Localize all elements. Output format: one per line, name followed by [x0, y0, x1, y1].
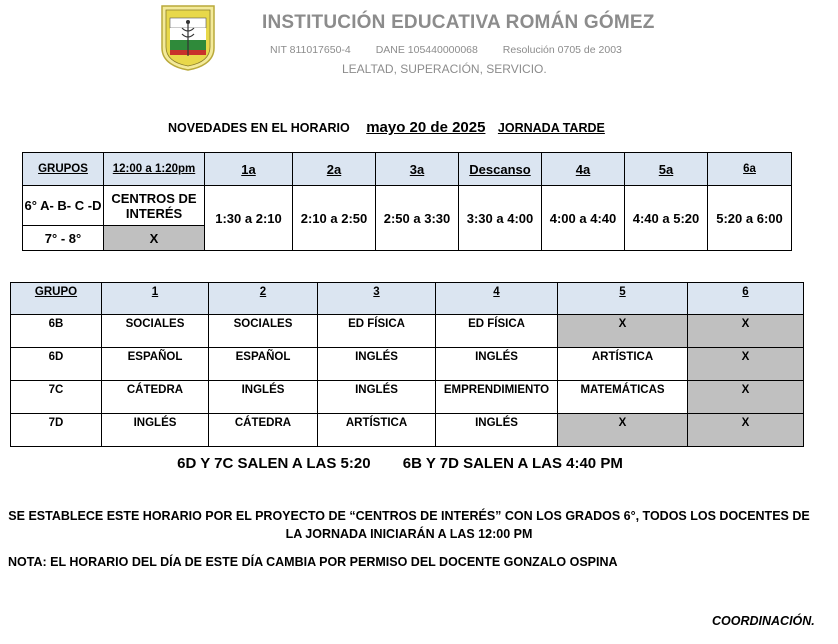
header-first-block: 12:00 a 1:20pm	[104, 153, 205, 186]
subject-cell: ESPAÑOL	[102, 348, 209, 381]
group-name: 7D	[11, 414, 102, 447]
first-block-cell: X	[104, 226, 205, 251]
header-group: GRUPO	[11, 283, 102, 315]
header-period-3: 3a	[376, 153, 459, 186]
time-cell: 3:30 a 4:00	[459, 186, 542, 251]
table-row	[11, 315, 804, 348]
subject-cell: X	[688, 414, 804, 447]
subject-cell: X	[688, 348, 804, 381]
shield-icon	[160, 4, 216, 72]
institution-name: INSTITUCIÓN EDUCATIVA ROMÁN GÓMEZ	[262, 12, 655, 33]
title-label: NOVEDADES EN EL HORARIO	[168, 121, 350, 135]
header-period-2: 2a	[293, 153, 376, 186]
subject-cell: INGLÉS	[436, 348, 558, 381]
groups-table	[10, 282, 804, 447]
subject-cell: MATEMÁTICAS	[558, 381, 688, 414]
school-shield-logo	[160, 4, 216, 72]
institution-motto: LEALTAD, SUPERACIÓN, SERVICIO.	[342, 62, 547, 76]
time-cell: 4:00 a 4:40	[542, 186, 625, 251]
subject-cell: ARTÍSTICA	[318, 414, 436, 447]
exit-times	[0, 455, 800, 472]
time-cell: 1:30 a 2:10	[205, 186, 293, 251]
subject-cell: CÁTEDRA	[102, 381, 209, 414]
subject-cell: X	[558, 315, 688, 348]
subject-cell: SOCIALES	[209, 315, 318, 348]
subject-cell: X	[558, 414, 688, 447]
header-hour-4: 4	[436, 283, 558, 315]
groups-header-row	[11, 283, 804, 315]
table-row	[11, 414, 804, 447]
group-cell: 6° A- B- C -D	[23, 186, 104, 226]
header-hour-3: 3	[318, 283, 436, 315]
subject-cell: INGLÉS	[209, 381, 318, 414]
schedule-header-row	[23, 153, 792, 186]
schedule-row-6	[23, 186, 792, 226]
header-hour-2: 2	[209, 283, 318, 315]
header-hour-1: 1	[102, 283, 209, 315]
subject-cell: X	[688, 315, 804, 348]
time-cell: 4:40 a 5:20	[625, 186, 708, 251]
header-period-6: 6a	[708, 153, 792, 186]
schedule-table	[22, 152, 792, 251]
signature: COORDINACIÓN.	[712, 614, 815, 628]
schedule-change-note: NOTA: EL HORARIO DEL DÍA DE ESTE DÍA CAMBIA POR PERMISO DEL DOCENTE GONZALO OSPINA	[8, 555, 618, 569]
subject-cell: X	[688, 381, 804, 414]
table-row	[11, 381, 804, 414]
time-cell: 5:20 a 6:00	[708, 186, 792, 251]
title-shift: JORNADA TARDE	[497, 121, 605, 135]
subject-cell: INGLÉS	[102, 414, 209, 447]
time-cell: 2:10 a 2:50	[293, 186, 376, 251]
group-cell: 7° - 8°	[23, 226, 104, 251]
exit-time-6b-7d: 6B Y 7D SALEN A LAS 4:40 PM	[402, 455, 623, 472]
nit-number: NIT 811017650-4	[270, 44, 351, 56]
project-note: SE ESTABLECE ESTE HORARIO POR EL PROYECTO DE “CENTROS DE INTERÉS” CON LOS GRADOS 6°, TODOS LOS DOCENTES DE LA JORNADA INICIARÁN A LAS 12:00 PM	[8, 509, 810, 541]
group-name: 7C	[11, 381, 102, 414]
subject-cell: INGLÉS	[436, 414, 558, 447]
subject-cell: ARTÍSTICA	[558, 348, 688, 381]
header-groups: GRUPOS	[23, 153, 104, 186]
table-row	[11, 348, 804, 381]
first-block-cell: CENTROS DE INTERÉS	[104, 186, 205, 226]
time-cell: 2:50 a 3:30	[376, 186, 459, 251]
title-date: mayo 20 de 2025	[366, 119, 486, 136]
header-period-5: 5a	[625, 153, 708, 186]
exit-time-6d-7c: 6D Y 7C SALEN A LAS 5:20	[177, 455, 371, 472]
subject-cell: INGLÉS	[318, 348, 436, 381]
subject-cell: ESPAÑOL	[209, 348, 318, 381]
dane-number: DANE 105440000068	[375, 44, 478, 56]
institution-identifiers	[270, 44, 644, 56]
subject-cell: EMPRENDIMIENTO	[436, 381, 558, 414]
subject-cell: SOCIALES	[102, 315, 209, 348]
subject-cell: CÁTEDRA	[209, 414, 318, 447]
header-period-1: 1a	[205, 153, 293, 186]
page-title	[168, 119, 605, 137]
resolution-number: Resolución 0705 de 2003	[502, 44, 622, 56]
group-name: 6D	[11, 348, 102, 381]
group-name: 6B	[11, 315, 102, 348]
subject-cell: INGLÉS	[318, 381, 436, 414]
header-period-4: 4a	[542, 153, 625, 186]
header-hour-5: 5	[558, 283, 688, 315]
subject-cell: ED FÍSICA	[318, 315, 436, 348]
header-hour-6: 6	[688, 283, 804, 315]
header-break: Descanso	[459, 153, 542, 186]
subject-cell: ED FÍSICA	[436, 315, 558, 348]
